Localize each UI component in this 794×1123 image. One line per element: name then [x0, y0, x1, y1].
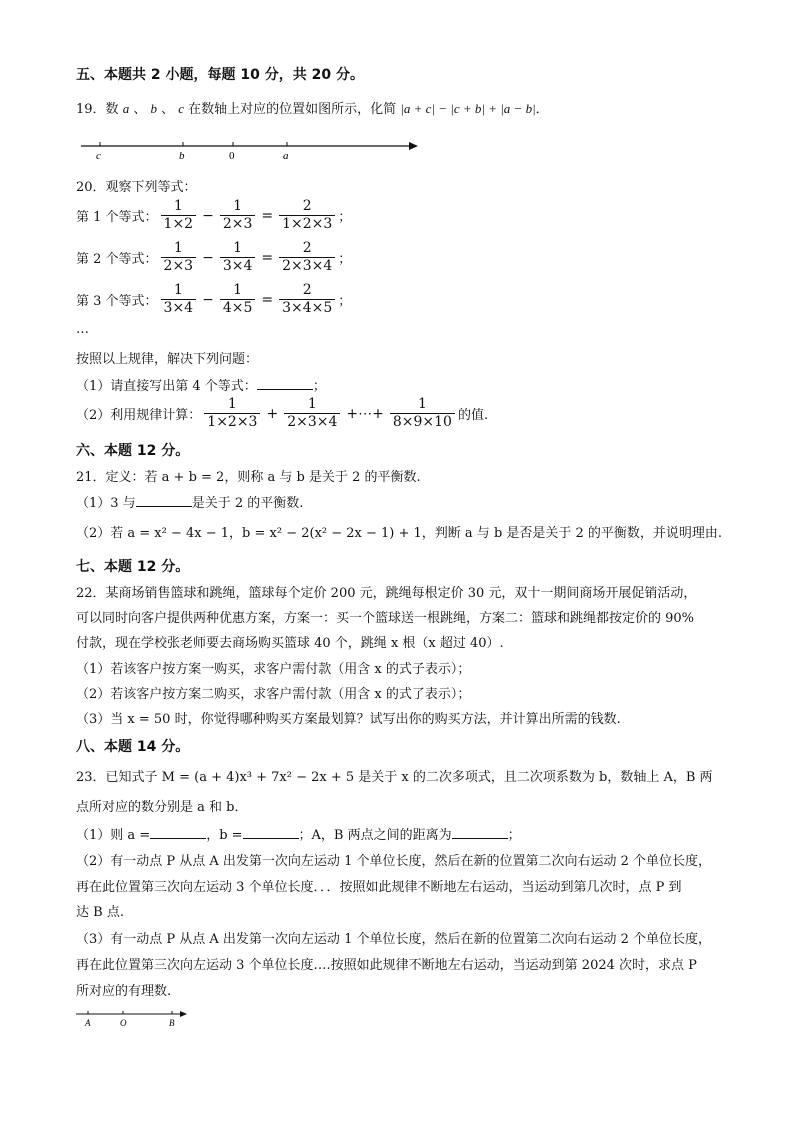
q23-part-2-line-3: 达 B 点.: [76, 905, 124, 920]
fraction: $\frac{1}{3\times 4}$: [161, 282, 197, 317]
q22-line-1: 22．某商场销售篮球和跳绳，篮球每个定价 200 元，跳绳每根定价 30 元，双十一期间商场开展促销活动，: [76, 586, 697, 601]
q22-line-3: 付款，现在学校张老师要去商场购买篮球 40 个，跳绳 x 根（x 超过 40）.: [76, 636, 504, 651]
q23-line-2: 点所对应的数分别是 a 和 b．: [76, 800, 248, 815]
q23-part-1: （1）则 a = ，b = ；A，B 两点之间的距离为 ；: [76, 828, 521, 843]
axis-label-O: O: [120, 1018, 127, 1028]
q19-number-line: [76, 132, 426, 162]
q20-ellipsis: …: [76, 322, 89, 337]
q19-prefix: 19．数: [76, 102, 119, 117]
axis-label-0: 0: [229, 150, 235, 162]
fraction: $\frac{1}{4\times 5}$: [220, 282, 256, 317]
q20-part-1: （1）请直接写出第 4 个等式： ；: [76, 379, 326, 394]
q19-mid: 在数轴上对应的位置如图所示，化简: [188, 102, 397, 117]
fraction: $\frac{2}{1\times 2\times 3}$: [279, 198, 335, 233]
q21-part-1: （1）3 与 是关于 2 的平衡数.: [76, 496, 304, 511]
fraction: $\frac{1}{3\times 4}$: [220, 240, 256, 275]
fraction: $\frac{1}{2\times 3}$: [161, 240, 197, 275]
q22-part-3: （3）当 x = 50 时，你觉得哪种购买方案最划算？试写出你的购买方法，并计算出所需的钱数.: [76, 712, 621, 727]
fraction: $\frac{2}{2\times 3\times 4}$: [279, 240, 335, 275]
axis-label-a: a: [283, 150, 289, 162]
eq3-label: 第 3 个等式：: [76, 294, 158, 309]
q19-text: 19．数 a 、 b 、 c 在数轴上对应的位置如图所示，化简 |a + c| − |c + b| + |a − b|．: [76, 101, 549, 117]
q20-rule: 按照以上规律，解决下列问题：: [76, 352, 259, 367]
section-8-heading: 八、本题 14 分。: [76, 739, 190, 755]
q23-line-1: 23．已知式子 M = (a + 4)x³ + 7x² − 2x + 5 是关于 x 的二次多项式，且二次项系数为 b，数轴上 A，B 两: [76, 770, 713, 785]
q23-part-3-line-3: 所对应的有理数.: [76, 984, 172, 999]
q22-part-2: （2）若该客户按方案二购买，求客户需付款（用含 x 的式了表示）；: [76, 687, 471, 702]
q19-expression: |a + c| − |c + b| + |a − b|: [400, 101, 536, 116]
q22-line-2: 可以同时向客户提供两种优惠方案，方案一：买一个篮球送一根跳绳，方案二：篮球和跳绳都按定价的 90%: [76, 611, 695, 626]
axis-label-b: b: [179, 150, 185, 162]
q20-part-2: （2）利用规律计算： $\frac{1}{1\times 2\times 3}$ + $\frac{1}{2\times 3\times 4}$ +⋯+ $\frac{1}{8\times 9\times 10}$ 的值.: [76, 396, 489, 430]
q23-part-2-line-2: 再在此位置第三次向左运动 3 个单位长度．．．按照如此规律不断地左右运动，当运动到第几次时，点 P 到: [76, 880, 682, 895]
q20-equation-2: 第 2 个等式： $\frac{1}{2\times 3}$ − $\frac{1}{3\times 4}$ = $\frac{2}{2\times 3\times 4}$ ；: [76, 240, 352, 274]
q23-part-3-line-2: 再在此位置第三次向左运动 3 个单位长度….按照如此规律不断地左右运动，当运动到第 2024 次时，求点 P: [76, 958, 697, 973]
q23-number-line: [74, 1006, 194, 1030]
eq1-label: 第 1 个等式：: [76, 210, 158, 225]
q23-part-2-line-1: （2）有一动点 P 从点 A 出发第一次向左运动 1 个单位长度，然后在新的位置第二次向右运动 2 个单位长度，: [76, 854, 712, 869]
q21-part-2: （2）若 a = x² − 4x − 1，b = x² − 2(x² − 2x − 1) + 1，判断 a 与 b 是否是关于 2 的平衡数，并说明理由.: [76, 526, 723, 541]
fraction: $\frac{1}{1\times 2}$: [161, 198, 197, 233]
section-6-heading: 六、本题 12 分。: [76, 443, 190, 459]
axis-label-A: A: [85, 1018, 91, 1028]
section-7-heading: 七、本题 12 分。: [76, 559, 190, 575]
fraction: $\frac{1}{2\times 3}$: [220, 198, 256, 233]
q20-equation-3: 第 3 个等式： $\frac{1}{3\times 4}$ − $\frac{1}{4\times 5}$ = $\frac{2}{3\times 4\times 5}$ ；: [76, 282, 352, 316]
fraction: $\frac{2}{3\times 4\times 5}$: [279, 282, 335, 317]
axis-label-c: c: [96, 150, 101, 162]
q23-part-3-line-1: （3）有一动点 P 从点 A 出发第一次向左运动 1 个单位长度，然后在新的位置第二次向右运动 2 个单位长度，: [76, 932, 712, 947]
q19-end: ．: [535, 102, 549, 117]
q20-equation-1: 第 1 个等式： $\frac{1}{1\times 2}$ − $\frac{1}{2\times 3}$ = $\frac{2}{1\times 2\times 3}$ ；: [76, 198, 352, 232]
q21-definition: 21．定义：若 a + b = 2，则称 a 与 b 是关于 2 的平衡数.: [76, 470, 421, 485]
axis-label-B: B: [169, 1018, 175, 1028]
fraction: $\frac{1}{2\times 3\times 4}$: [284, 396, 340, 431]
fraction: $\frac{1}{1\times 2\times 3}$: [204, 396, 260, 431]
eq2-label: 第 2 个等式：: [76, 252, 158, 267]
fraction: $\frac{1}{8\times 9\times 10}$: [390, 396, 455, 431]
q20-intro: 20．观察下列等式：: [76, 180, 197, 195]
q22-part-1: （1）若该客户按方案一购买，求客户需付款（用含 x 的式子表示）；: [76, 662, 471, 677]
section-5-heading: 五、本题共 2 小题，每题 10 分，共 20 分。: [76, 67, 364, 83]
